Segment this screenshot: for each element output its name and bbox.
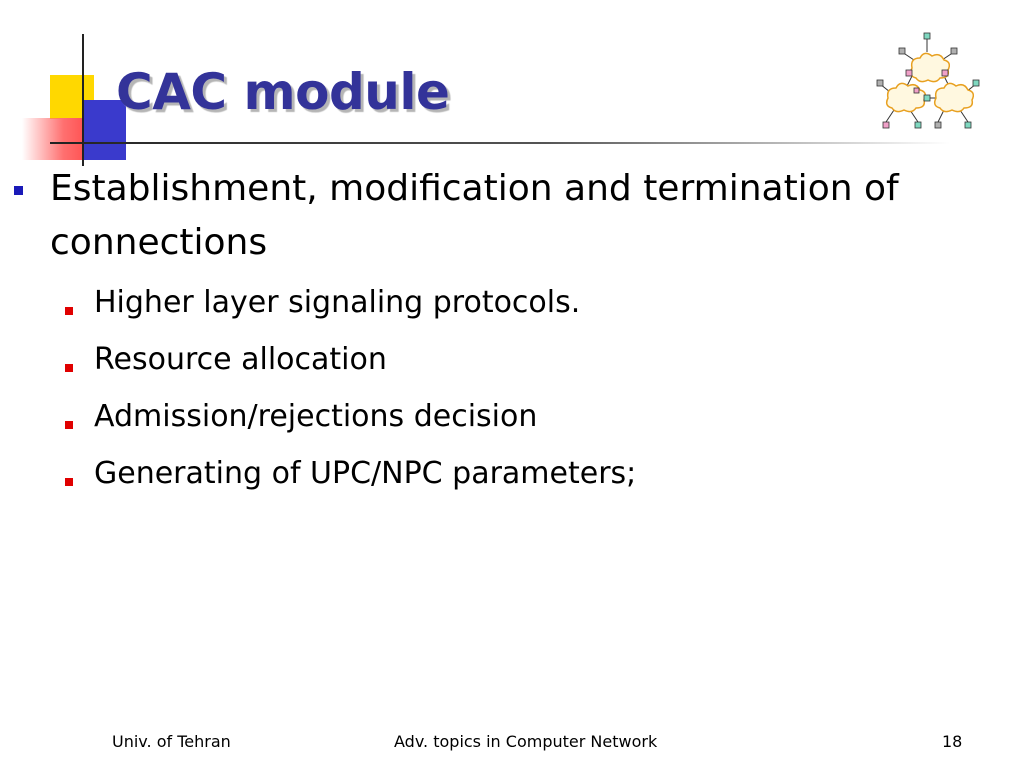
sub-bullet-marker (65, 307, 73, 315)
footer-course-title: Adv. topics in Computer Network (394, 732, 658, 751)
sub-bullet-marker (65, 364, 73, 372)
slide-title: CAC module (116, 63, 450, 121)
main-bullet-text: Establishment, modification and termination of connections (50, 168, 899, 263)
sub-bullet-text: Resource allocation (94, 342, 387, 377)
sub-bullet-text: Higher layer signaling protocols. (94, 285, 581, 320)
main-bullet-marker (14, 186, 23, 195)
footer-page-number: 18 (942, 732, 963, 751)
footer-institution: Univ. of Tehran (112, 732, 231, 751)
sub-bullet-marker (65, 421, 73, 429)
sub-bullet-text: Admission/rejections decision (94, 399, 538, 434)
decor-vertical-line (82, 34, 84, 166)
network-clouds-icon (872, 30, 982, 130)
sub-bullet-marker (65, 478, 73, 486)
title-divider-line (50, 142, 950, 144)
sub-bullet-text: Generating of UPC/NPC parameters; (94, 456, 637, 491)
